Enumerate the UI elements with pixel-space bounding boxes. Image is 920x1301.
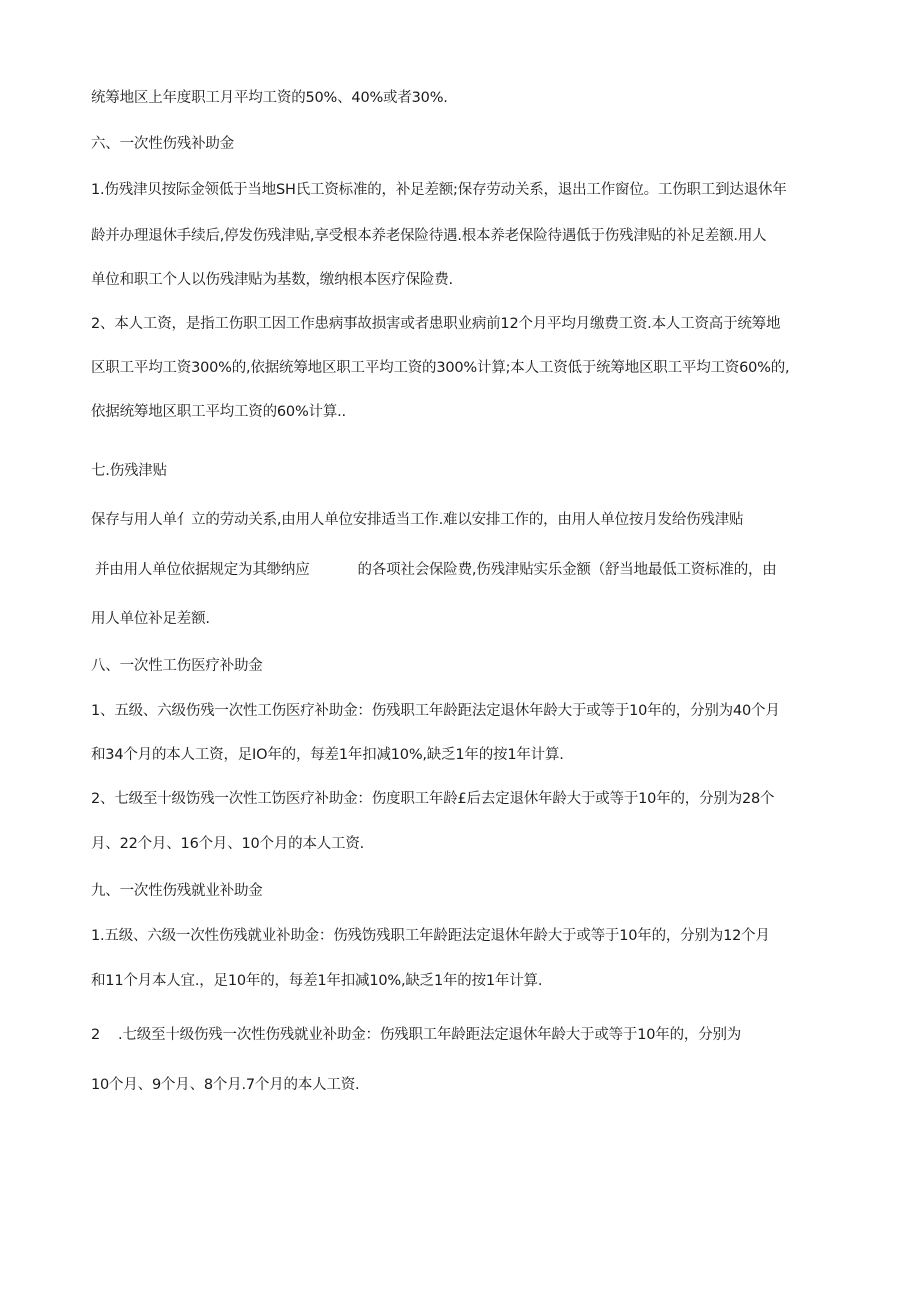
item-number: 2 (91, 1027, 101, 1043)
text-line: 2、七级至十级饬残一次性工饬医疗补助金：伤度职工年龄£后去定退休年龄大于或等于10年的，分别为28个 (91, 791, 775, 807)
text-line: 保存与用人单亻立的劳动关系,由用人单位安排适当工作.难以安排工作的，由用人单位按月发给伤残津贴 (91, 512, 744, 528)
text-line: 区职工平均工资300%的,依据统筹地区职工平均工资的300%计算;本人工资低于统筹地区职工平均工资60%的, (91, 360, 790, 376)
text-line: 用人单位补足差额. (91, 611, 210, 627)
text-line: 统筹地区上年度职工月平均工资的50%、40%或者30%. (91, 90, 448, 106)
text-fragment: .七级至十级伤残一次性伤残就业补助金：伤残职工年龄距法定退休年龄大于或等于10年的，分别为 (118, 1027, 742, 1043)
text-line: 2、本人工资，是指工伤职工因工作患病事故损害或者患职业病前12个月平均月缴费工资.本人工资高于统筹地 (91, 316, 781, 332)
section-heading: 八、一次性工伤医疗补助金 (91, 658, 263, 674)
section-heading: 七.伤残津贴 (91, 463, 167, 479)
text-fragment: 的各项社会保险费,伤残津贴实乐金额（舒当地最低工资标准的，由 (357, 562, 777, 578)
text-line (91, 1025, 741, 1045)
section-heading: 九、一次性伤残就业补助金 (91, 883, 263, 899)
text-line: 龄并办理退休手续后,停发伤残津贴,享受根本养老保险待遇.根本养老保险待遇低于伤残津贴的补足差额.用人 (91, 228, 767, 244)
text-line: 1.伤残津贝按际金领低于当地SH氏工资标准的，补足差额;保存劳动关系，退出工作窗位。工伤职工到达退休年 (91, 182, 787, 198)
section-heading: 六、一次性伤残补助金 (91, 136, 234, 152)
text-line (95, 560, 777, 580)
text-line: 月、22个月、16个月、10个月的本人工资. (91, 836, 365, 852)
text-fragment: 并由用人单位依据规定为其缈纳应 (95, 562, 310, 578)
text-line: 1、五级、六级伤残一次性工伤医疗补助金：伤残职工年龄距法定退休年龄大于或等于10年的，分别为40个月 (91, 703, 780, 719)
text-line: 1.五级、六级一次性伤残就业补助金：伤残饬残职工年龄距法定退休年龄大于或等于10年的，分别为12个月 (91, 928, 770, 944)
text-line: 10个月、9个月、8个月.7个月的本人工资. (91, 1077, 360, 1093)
text-line: 依据统筹地区职工平均工资的60%计算.. (91, 404, 346, 420)
text-line: 单位和职工个人以伤残津贴为基数，缴纳根本医疗保险费. (91, 272, 453, 288)
text-line: 和11个月本人宜.，足10年的，每差1年扣减10%,缺乏1年的按1年计算. (91, 973, 543, 989)
text-line: 和34个月的本人工资，足IO年的，每差1年扣减10%,缺乏1年的按1年计算. (91, 747, 564, 763)
